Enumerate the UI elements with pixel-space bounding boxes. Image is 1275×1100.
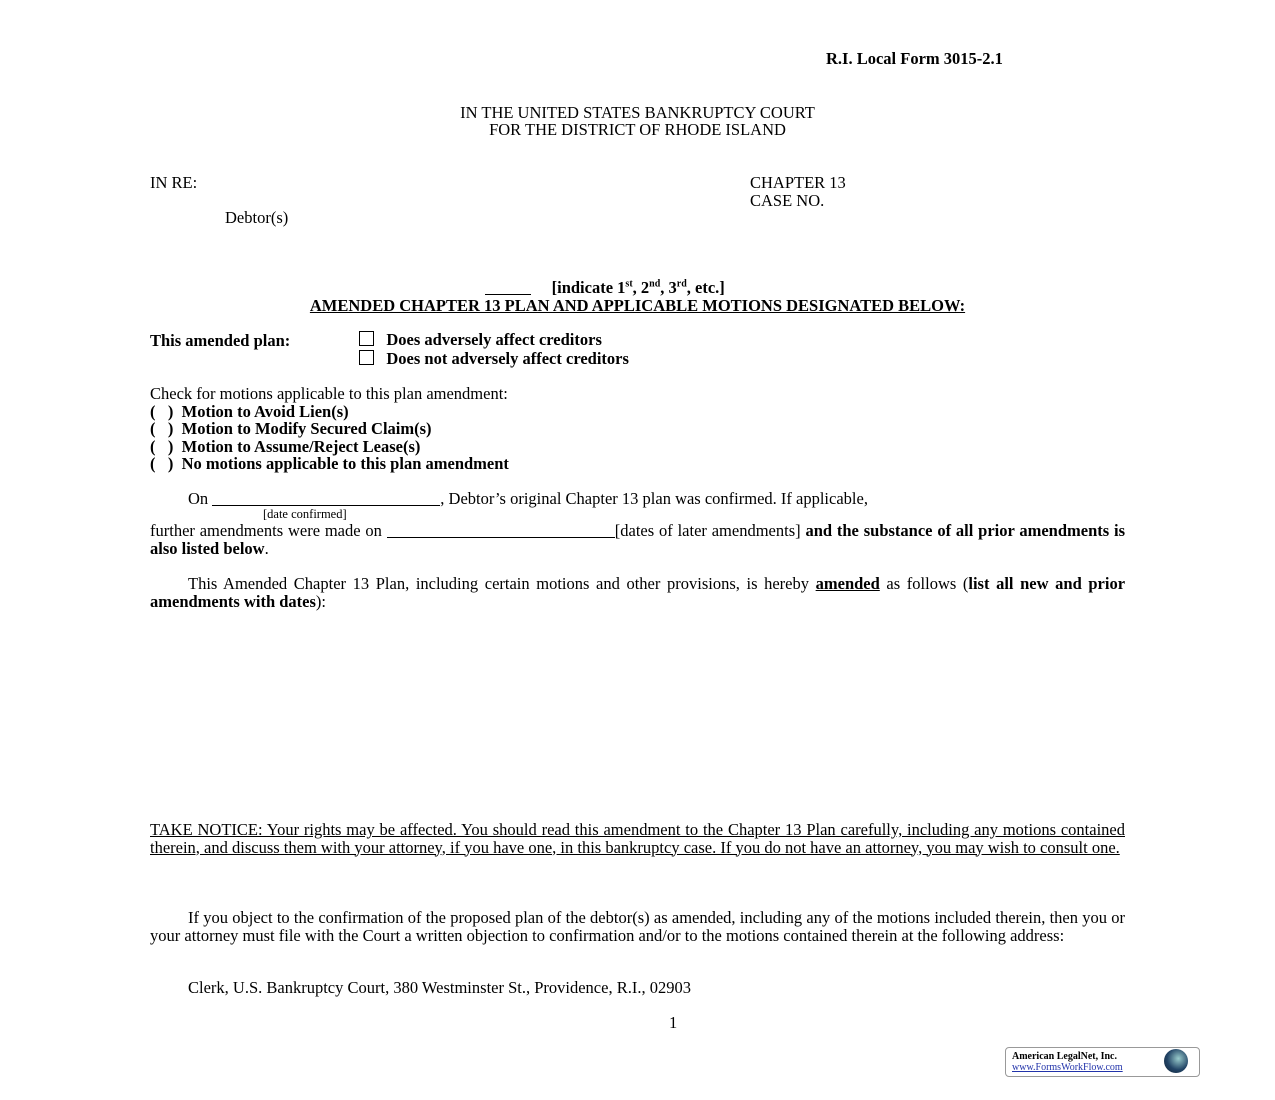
- amend-bold: list all new and prior amendments with dates: [150, 574, 1126, 611]
- debtor-label: Debtor(s): [225, 208, 289, 227]
- amend-text: This Amended Chapter 13 Plan, including certain motions and other provisions, is hereby: [188, 574, 809, 593]
- amendment-number-line: [485, 278, 725, 298]
- plan-heading: AMENDED CHAPTER 13 PLAN AND APPLICABLE MOTIONS DESIGNATED BELOW:: [309, 296, 966, 315]
- indicate-text: , 3: [660, 278, 677, 297]
- option-label: Does not adversely affect creditors: [386, 349, 629, 368]
- on-text: On: [188, 489, 209, 508]
- amendment-number-blank[interactable]: [485, 294, 531, 295]
- bold-text: and the: [805, 521, 859, 540]
- affect-label: This amended plan:: [150, 331, 291, 350]
- motions-intro: Check for motions applicable to this plan amendment:: [150, 384, 508, 403]
- indicate-text: , 2: [632, 278, 650, 297]
- motion-label: Motion to Modify Secured Claim(s): [181, 419, 432, 438]
- form-id: R.I. Local Form 3015-2.1: [826, 49, 1003, 68]
- indicate-sup: rd: [676, 278, 687, 290]
- motion-checkbox[interactable]: ( ): [150, 402, 174, 421]
- further-amendments-paragraph: [150, 522, 1125, 557]
- motion-label: No motions applicable to this plan amendment: [181, 454, 509, 473]
- indicate-text: , etc.]: [686, 278, 725, 297]
- motion-label: Motion to Avoid Lien(s): [181, 402, 349, 421]
- period: .: [264, 538, 269, 558]
- globe-icon: [1164, 1049, 1188, 1073]
- confirm-text: , Debtor’s original Chapter 13 plan was confirmed. If applicable,: [440, 489, 868, 508]
- motion-item[interactable]: [150, 419, 432, 439]
- amended-word: amended: [815, 574, 880, 593]
- further-text: further amendments were made on: [150, 521, 382, 540]
- case-no-label: CASE NO.: [750, 191, 825, 210]
- amend-text: as follows (: [886, 574, 969, 593]
- date-confirmed-caption: [date confirmed]: [263, 507, 347, 521]
- take-notice: TAKE NOTICE: Your rights may be affected. You should read this amendment to the Chapter 13 Plan carefully, including any motions contained therein, and discuss them with your attorney, if you have one, in this bankruptcy case. If you do not have an attorney, you may wish to consult one.: [150, 820, 1125, 857]
- footer-logo[interactable]: [1005, 1047, 1200, 1077]
- confirm-line: [188, 489, 868, 509]
- indicate-sup: nd: [649, 278, 661, 290]
- indicate-text: [indicate 1: [551, 278, 626, 297]
- amended-paragraph: [150, 575, 1125, 610]
- motion-checkbox[interactable]: ( ): [150, 454, 174, 473]
- chapter-label: CHAPTER 13: [750, 173, 846, 192]
- indicate-sup: st: [625, 278, 633, 290]
- checkbox[interactable]: [359, 350, 374, 365]
- court-line-1: IN THE UNITED STATES BANKRUPTCY COURT: [460, 103, 815, 122]
- affect-option-adverse[interactable]: [359, 330, 602, 350]
- checkbox[interactable]: [359, 331, 374, 346]
- motion-checkbox[interactable]: ( ): [150, 419, 174, 438]
- in-re-label: IN RE:: [150, 173, 198, 192]
- motion-item[interactable]: [150, 454, 509, 474]
- logo-company: American LegalNet, Inc.: [1012, 1051, 1117, 1062]
- affect-option-not-adverse[interactable]: [359, 349, 629, 369]
- page-number: 1: [669, 1013, 678, 1032]
- clerk-address: Clerk, U.S. Bankruptcy Court, 380 Westminster St., Providence, R.I., 02903: [188, 978, 691, 997]
- court-line-2: FOR THE DISTRICT OF RHODE ISLAND: [489, 120, 786, 139]
- objection-paragraph: If you object to the confirmation of the proposed plan of the debtor(s) as amended, including any of the motions included therein, then you or your attorney must file with the Court a written objection to confirmation and/or to the motions contained therein at the following address:: [150, 908, 1125, 945]
- motion-label: Motion to Assume/Reject Lease(s): [181, 437, 421, 456]
- amend-text: ):: [315, 591, 327, 611]
- bold-text: substance of all prior amendments is also listed below: [150, 521, 1126, 558]
- later-text: [dates of later amendments]: [614, 521, 801, 540]
- option-label: Does adversely affect creditors: [386, 330, 602, 349]
- motion-checkbox[interactable]: ( ): [150, 437, 174, 456]
- later-amendments-blank[interactable]: [387, 537, 615, 538]
- logo-url[interactable]: www.FormsWorkFlow.com: [1012, 1062, 1123, 1073]
- date-confirmed-blank[interactable]: [212, 505, 440, 506]
